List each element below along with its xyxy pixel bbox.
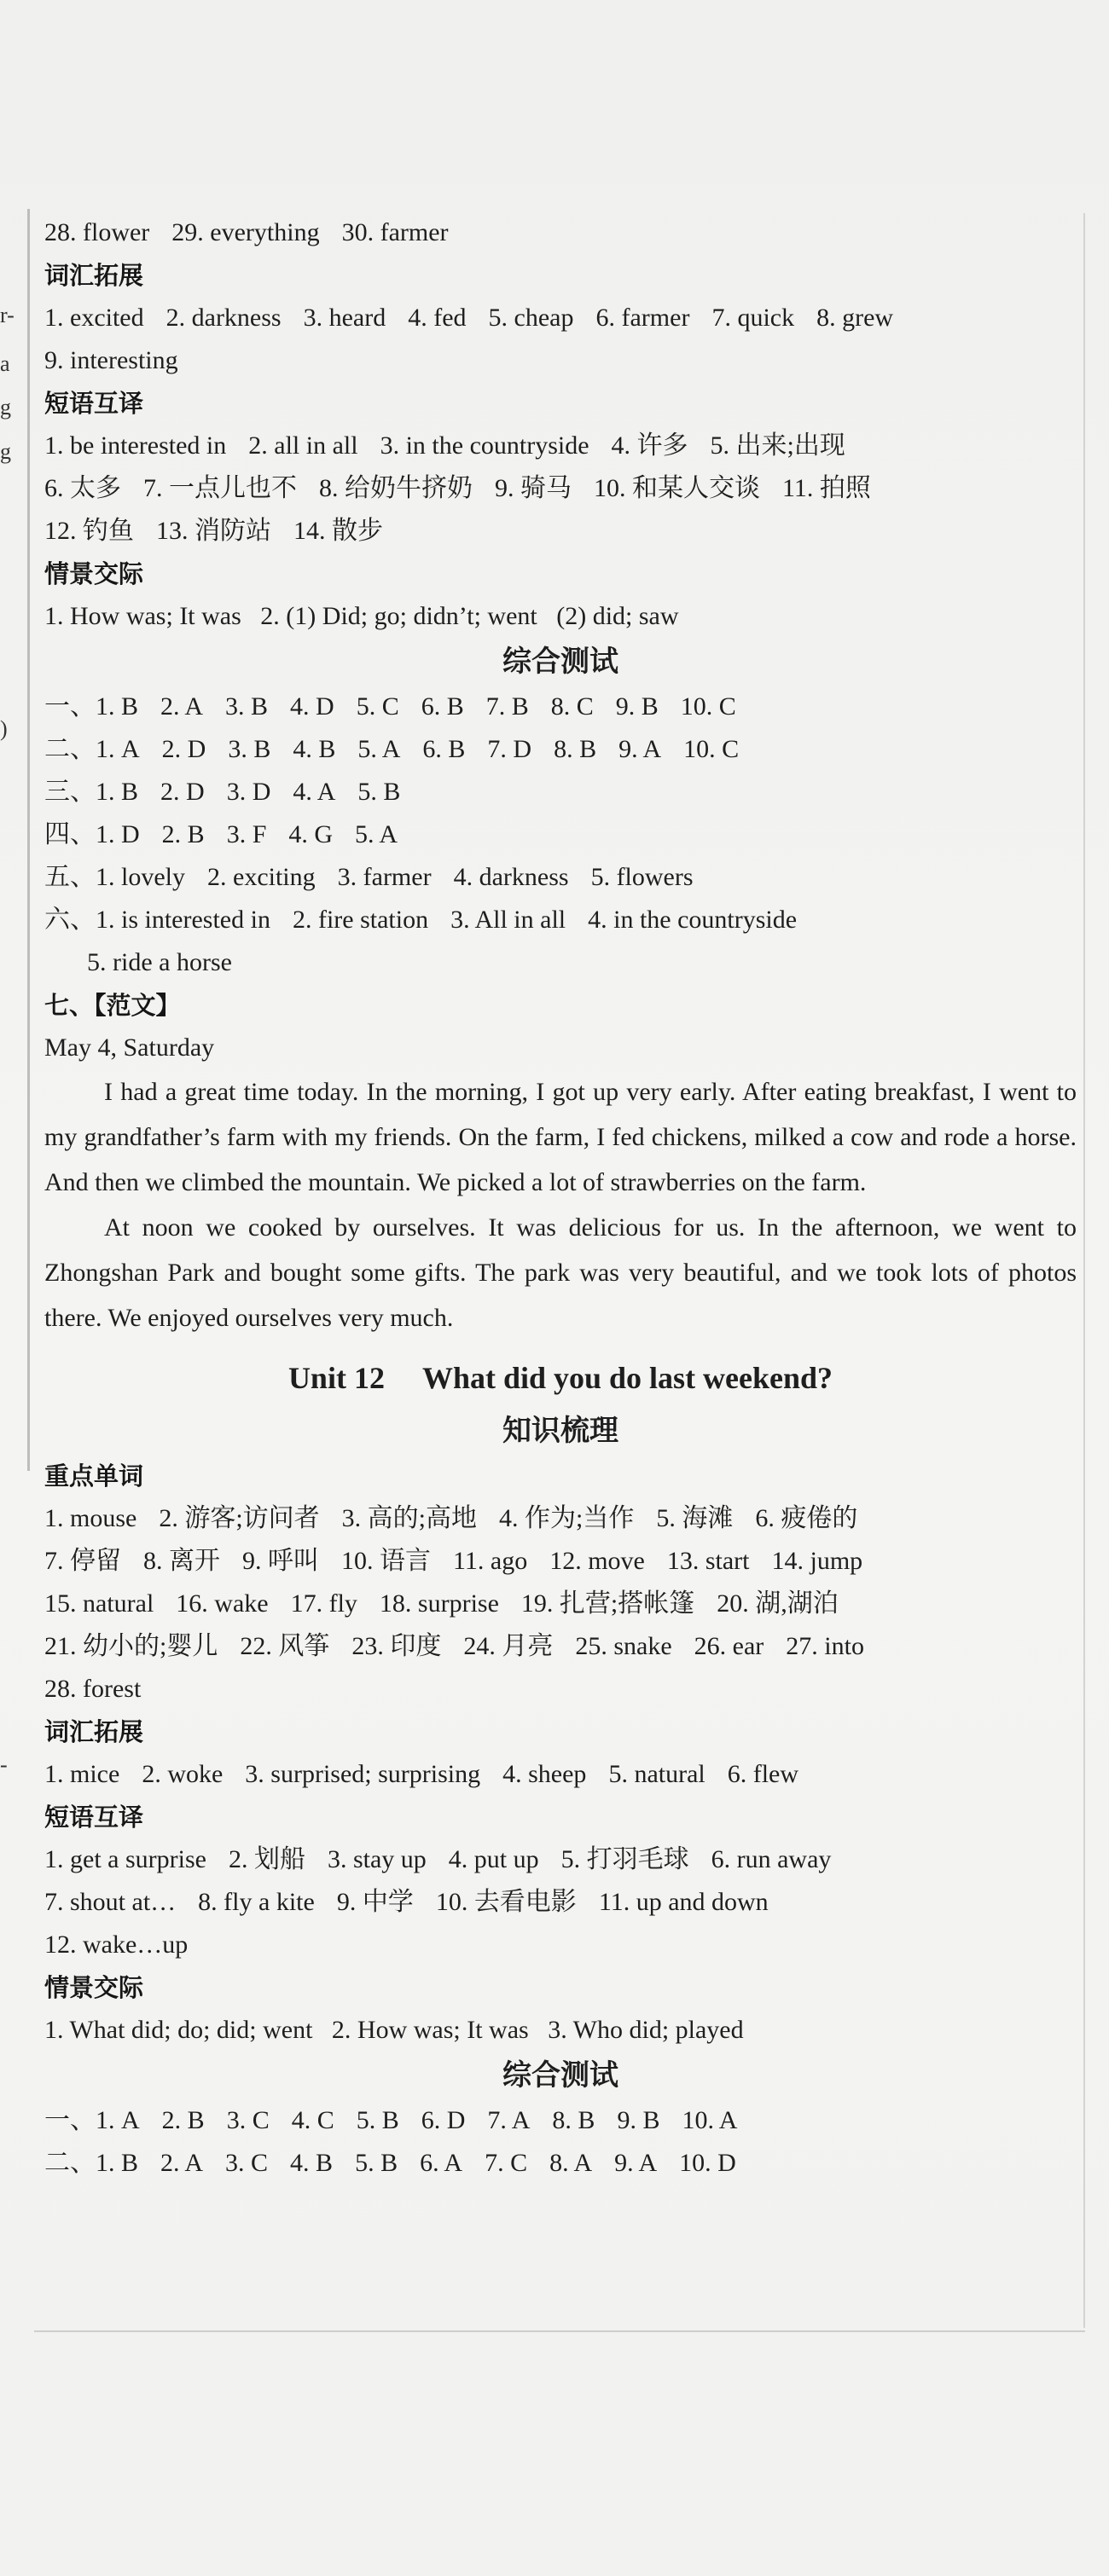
word-answers — [44, 1497, 1077, 1540]
answer-item: 三、1. B — [44, 778, 139, 806]
unit-title — [44, 1349, 1077, 1407]
answer-item: 21. 幼小的;婴儿 — [44, 1632, 218, 1660]
phrase-answers — [44, 467, 1077, 510]
answer-item: 1. mouse — [44, 1504, 137, 1532]
answer-item: 一、1. B — [44, 692, 139, 721]
answer-item: 9. 呼叫 — [242, 1547, 319, 1575]
answer-item: 30. farmer — [341, 218, 449, 246]
answer-item: 6. 疲倦的 — [755, 1504, 858, 1532]
answer-item: 12. 钓鱼 — [44, 517, 134, 545]
answer-item: 6. flew — [727, 1760, 799, 1788]
answer-item: 3. D — [226, 778, 271, 806]
answer-item: 5. 出来;出现 — [710, 431, 845, 460]
answer-item: 6. A — [420, 2149, 463, 2177]
answer-item: 3. surprised; surprising — [245, 1760, 481, 1788]
answer-item: 5. B — [357, 778, 401, 806]
answer-item: 3. C — [225, 2149, 269, 2177]
answer-item: 5. cheap — [488, 304, 574, 332]
answer-item: 2. B — [161, 2106, 205, 2134]
test-answers-3 — [44, 771, 1077, 813]
word-answers — [44, 1583, 1077, 1625]
answer-item: 2. exciting — [207, 863, 316, 891]
answer-item: 5. 打羽毛球 — [560, 1845, 689, 1873]
test-answers-6 — [44, 899, 1077, 941]
answer-item: 四、1. D — [44, 820, 140, 848]
answer-item: 29. everything — [171, 218, 320, 246]
answer-item: 9. 骑马 — [495, 474, 572, 502]
essay-paragraph-1: I had a great time today. In the morning, I got up very early. After eating breakfast, I went to my grandfather’s farm with my friends. On the farm, I fed chickens, milked a cow and rode a horse. And then we climbed the mountain. We picked a lot of strawberries on the farm. — [44, 1078, 1077, 1196]
answer-item: 10. C — [680, 692, 736, 721]
bottom-rule — [34, 2330, 1085, 2332]
section-heading: 短语互译 — [44, 389, 144, 418]
answer-item: 3. 高的;高地 — [341, 1504, 478, 1532]
answer-item: 2. A — [160, 692, 204, 721]
answer-item: 1. be interested in — [44, 431, 227, 460]
vocab-answers — [44, 339, 1077, 382]
answer-item: 7. B — [485, 692, 529, 721]
answer-item: 11. 拍照 — [782, 474, 871, 502]
answer-item: 10. D — [679, 2149, 736, 2177]
answer-item: 11. ago — [453, 1547, 528, 1575]
answer-item: 4. 作为;当作 — [499, 1504, 635, 1532]
word-answers — [44, 1540, 1077, 1583]
word-answers — [44, 1625, 1077, 1668]
answer-item: 3. in the countryside — [380, 431, 589, 460]
answer-item: 3. B — [228, 735, 271, 763]
answer-item: 4. 许多 — [611, 431, 688, 460]
answer-item: 5. natural — [608, 1760, 705, 1788]
answer-item: 4. B — [293, 735, 336, 763]
answer-item: 六、1. is interested in — [44, 906, 270, 934]
answer-item: 2. all in all — [248, 431, 358, 460]
test-answers-1 — [44, 2099, 1077, 2142]
answer-item: 9. A — [618, 735, 662, 763]
test-answers-5 — [44, 856, 1077, 899]
answer-item: 24. 月亮 — [463, 1632, 554, 1660]
answer-item: 2. A — [160, 2149, 204, 2177]
unit-name: What did you do last weekend? — [421, 1361, 833, 1395]
test-title: 综合测试 — [502, 645, 618, 679]
answer-item: 7. shout at… — [44, 1888, 177, 1916]
answer-item: 5. B — [355, 2149, 398, 2177]
answer-item: 28. flower — [44, 218, 150, 246]
section-heading: 情景交际 — [44, 559, 144, 588]
answer-item: 19. 扎营;搭帐篷 — [520, 1589, 695, 1618]
phrase-answers — [44, 510, 1077, 553]
answer-item: 8. A — [549, 2149, 593, 2177]
content-column — [44, 211, 1077, 2185]
answer-item: 14. 散步 — [293, 517, 383, 545]
answer-item: 5. 海滩 — [656, 1504, 734, 1532]
margin-fragment: a — [0, 351, 10, 376]
answer-item: 9. A — [614, 2149, 658, 2177]
answer-item: 3. stay up — [327, 1845, 427, 1873]
answer-item: 一、1. A — [44, 2106, 140, 2134]
answer-item: 4. darkness — [453, 863, 569, 891]
margin-fragment: g — [0, 395, 11, 420]
answer-item: 10. 去看电影 — [435, 1888, 577, 1916]
answer-item: 2. fire station — [292, 906, 429, 934]
dialogue-answers: 1. How was; It was 2. (1) Did; go; didn’t; went (2) did; saw — [44, 602, 679, 630]
section-title: 知识梳理 — [502, 1414, 618, 1448]
answer-item: 18. surprise — [379, 1589, 499, 1618]
answer-item: 5. A — [357, 735, 401, 763]
answer-item: 5. flowers — [590, 863, 694, 891]
dialogue-answers: 1. What did; do; did; went 2. How was; It was 3. Who did; played — [44, 2016, 744, 2044]
test-answers-1 — [44, 686, 1077, 728]
answer-item: 7. 停留 — [44, 1547, 121, 1575]
answer-item: 4. C — [291, 2106, 334, 2134]
answer-item: 8. 离开 — [143, 1547, 220, 1575]
answer-item: 8. fly a kite — [198, 1888, 315, 1916]
answer-item: 2. 划船 — [228, 1845, 305, 1873]
answer-item: 8. 给奶牛挤奶 — [319, 474, 473, 502]
answer-item: 13. start — [666, 1547, 750, 1575]
answer-item: 4. D — [290, 692, 334, 721]
answer-item: 2. woke — [142, 1760, 224, 1788]
answer-item: 16. wake — [176, 1589, 269, 1618]
answer-item: 10. 和某人交谈 — [594, 474, 760, 502]
answer-item: 2. B — [161, 820, 205, 848]
word-answers — [44, 1668, 1077, 1711]
answer-item: 6. D — [421, 2106, 466, 2134]
answer-item: 26. ear — [694, 1632, 764, 1660]
answer-item: 4. G — [288, 820, 334, 848]
answer-item: 5. A — [355, 820, 398, 848]
answer-item: 10. 语言 — [341, 1547, 431, 1575]
answer-item: 10. A — [682, 2106, 738, 2134]
section-heading: 词汇拓展 — [44, 1717, 144, 1746]
test-title: 综合测试 — [502, 2058, 618, 2093]
answer-item: 6. farmer — [595, 304, 690, 332]
answer-item: 12. move — [549, 1547, 645, 1575]
answer-item: 4. fed — [408, 304, 467, 332]
test-answers-6-cont: 5. ride a horse — [87, 948, 232, 976]
answer-item: 4. put up — [448, 1845, 539, 1873]
answer-item: 8. grew — [816, 304, 894, 332]
answer-item: 1. mice — [44, 1760, 120, 1788]
section-heading: 重点单词 — [44, 1462, 144, 1491]
answer-item: 2. 游客;访问者 — [159, 1504, 320, 1532]
answer-item: 12. wake…up — [44, 1931, 189, 1959]
test-answers-2 — [44, 2142, 1077, 2185]
answer-item: 二、1. B — [44, 2149, 139, 2177]
section-heading: 短语互译 — [44, 1803, 144, 1832]
answer-item: 20. 湖,湖泊 — [717, 1589, 839, 1618]
answer-item: 11. up and down — [598, 1888, 769, 1916]
phrase-answers — [44, 1838, 1077, 1881]
answer-item: 6. run away — [711, 1845, 832, 1873]
answer-item: 7. C — [485, 2149, 528, 2177]
margin-fragment: ) — [0, 716, 8, 741]
essay-heading: 七、【范文】 — [44, 991, 181, 1020]
answer-item: 五、1. lovely — [44, 863, 185, 891]
answer-item: 17. fly — [290, 1589, 357, 1618]
answer-item: 27. into — [786, 1632, 864, 1660]
vocab-answers — [44, 1753, 1077, 1796]
answer-item: 7. 一点儿也不 — [143, 474, 297, 502]
answer-item: 2. D — [161, 735, 206, 763]
vocab-answers — [44, 297, 1077, 339]
answer-item: 9. B — [615, 692, 659, 721]
answer-item: 9. B — [617, 2106, 660, 2134]
answer-item: 10. C — [683, 735, 740, 763]
answer-item: 2. D — [160, 778, 205, 806]
answer-item: 3. F — [226, 820, 267, 848]
answer-item: 4. sheep — [502, 1760, 587, 1788]
answer-item: 15. natural — [44, 1589, 154, 1618]
answer-item: 6. 太多 — [44, 474, 121, 502]
answer-item: 4. in the countryside — [588, 906, 798, 934]
answer-item: 3. farmer — [337, 863, 432, 891]
answer-item: 3. B — [225, 692, 269, 721]
answer-item: 6. B — [421, 692, 464, 721]
binding-line — [27, 209, 30, 1471]
phrase-answers — [44, 425, 1077, 467]
essay-date: May 4, Saturday — [44, 1033, 215, 1062]
answer-item: 23. 印度 — [351, 1632, 442, 1660]
answer-item: 6. B — [422, 735, 466, 763]
margin-fragment: g — [0, 439, 11, 464]
margin-fragment: - — [0, 1752, 8, 1777]
answer-item: 13. 消防站 — [156, 517, 271, 545]
section-heading: 情景交际 — [44, 1973, 144, 2002]
answer-item: 22. 风筝 — [240, 1632, 330, 1660]
answer-item: 7. A — [487, 2106, 531, 2134]
answer-item: 7. D — [487, 735, 532, 763]
answer-item: 二、1. A — [44, 735, 140, 763]
right-margin-rule — [1083, 213, 1085, 2328]
answer-item: 8. B — [554, 735, 597, 763]
answer-item: 28. forest — [44, 1675, 142, 1703]
answer-item: 3. All in all — [450, 906, 566, 934]
phrase-answers — [44, 1881, 1077, 1924]
section-heading: 词汇拓展 — [44, 261, 144, 290]
answer-item: 8. C — [550, 692, 594, 721]
essay-paragraph-2: At noon we cooked by ourselves. It was delicious for us. In the afternoon, we went to Zhongshan Park and bought some gifts. The park was very beautiful, and we took lots of photos there. We enjoyed ourselves very much. — [44, 1213, 1077, 1332]
answer-item: 9. interesting — [44, 346, 178, 374]
answer-item: 4. B — [290, 2149, 334, 2177]
test-answers-4 — [44, 813, 1077, 856]
answer-item: 14. jump — [771, 1547, 863, 1575]
answer-item: 25. snake — [575, 1632, 672, 1660]
word-answers — [44, 211, 1077, 254]
margin-fragment: r- — [0, 303, 15, 327]
unit-label: Unit 12 — [287, 1361, 385, 1395]
answer-item: 1. excited — [44, 304, 144, 332]
answer-item: 3. heard — [303, 304, 386, 332]
answer-item: 3. C — [226, 2106, 270, 2134]
answer-item: 5. B — [356, 2106, 399, 2134]
phrase-answers — [44, 1924, 1077, 1966]
answer-item: 8. B — [552, 2106, 595, 2134]
answer-item: 5. C — [356, 692, 399, 721]
answer-item: 2. darkness — [165, 304, 282, 332]
answer-item: 9. 中学 — [336, 1888, 414, 1916]
answer-item: 7. quick — [711, 304, 795, 332]
answer-item: 4. A — [293, 778, 336, 806]
answer-item: 1. get a surprise — [44, 1845, 206, 1873]
test-answers-2 — [44, 728, 1077, 771]
